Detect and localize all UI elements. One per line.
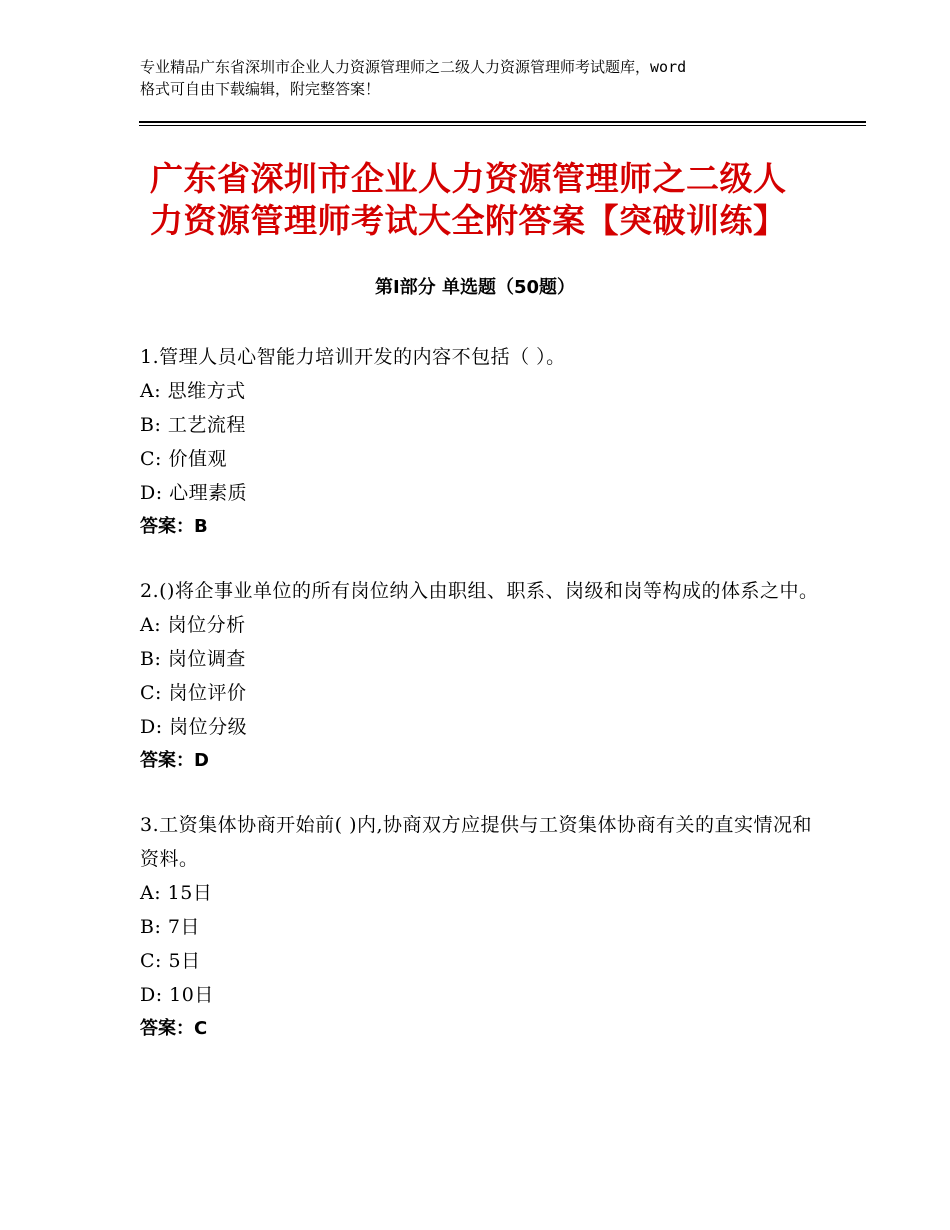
header-note-line1: 专业精品广东省深圳市企业人力资源管理师之二级人力资源管理师考试题库，word xyxy=(140,58,687,76)
question-item xyxy=(140,340,820,544)
option-b: B: 岗位调查 xyxy=(140,648,246,670)
question-stem: 3.工资集体协商开始前( )内,协商双方应提供与工资集体协商有关的直实情况和资料。 xyxy=(140,814,813,870)
option-a: A: 思维方式 xyxy=(140,380,246,402)
option-a: A: 15日 xyxy=(140,882,213,904)
option-c: C: 岗位评价 xyxy=(140,682,247,704)
option-d: D: 岗位分级 xyxy=(140,716,248,738)
document-title-line2: 力资源管理师考试大全附答案【突破训练】 xyxy=(150,201,787,240)
option-c: C: 价值观 xyxy=(140,448,227,470)
header-divider-thin xyxy=(139,125,866,126)
document-title-line1: 广东省深圳市企业人力资源管理师之二级人 xyxy=(150,159,787,198)
document-title xyxy=(150,158,810,242)
option-b: B: 工艺流程 xyxy=(140,414,246,436)
option-c: C: 5日 xyxy=(140,950,201,972)
question-item xyxy=(140,574,820,778)
question-list xyxy=(140,340,820,1076)
header-note-line2: 格式可自由下载编辑，附完整答案！ xyxy=(140,80,381,98)
question-stem: 1.管理人员心智能力培训开发的内容不包括（ ）。 xyxy=(140,346,566,368)
answer-label: 答案：D xyxy=(140,750,209,771)
answer-label: 答案：B xyxy=(140,516,208,537)
option-b: B: 7日 xyxy=(140,916,200,938)
question-item xyxy=(140,808,820,1046)
option-d: D: 10日 xyxy=(140,984,214,1006)
option-a: A: 岗位分析 xyxy=(140,614,246,636)
answer-label: 答案：C xyxy=(140,1018,208,1039)
question-stem: 2.()将企事业单位的所有岗位纳入由职组、职系、岗级和岗等构成的体系之中。 xyxy=(140,580,819,602)
section-heading: 第Ⅰ部分 单选题（50题） xyxy=(374,277,575,298)
option-d: D: 心理素质 xyxy=(140,482,248,504)
header-divider-thick xyxy=(139,121,866,123)
header-note xyxy=(140,56,840,100)
